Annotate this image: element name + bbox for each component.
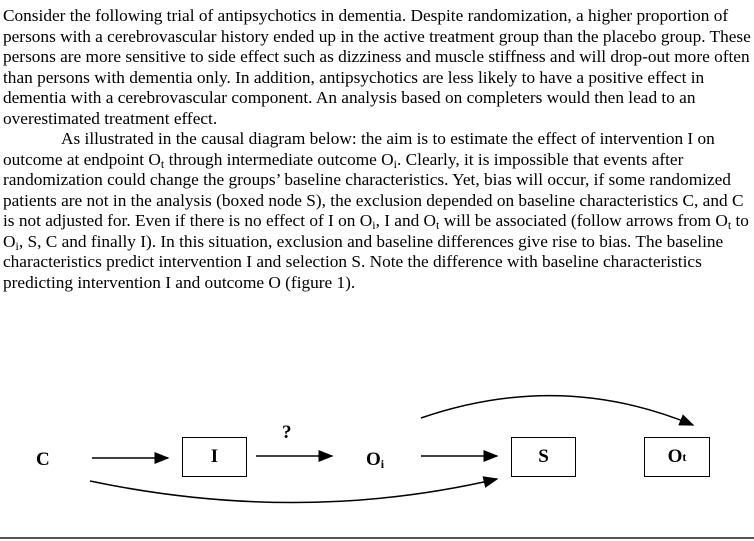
- node-ot-box: O t: [644, 437, 710, 477]
- bottom-rule: [0, 537, 754, 539]
- paragraph-2: As illustrated in the causal diagram below: the aim is to estimate the effect of intervention I on outcome at endpoint $O_t$ through intermediate outcome $O_i$. Clearly, it is impossible that events after randomization could change the groups’ baseline characteristics. Yet, bias will occur, if some randomized patients are not in the analysis (boxed node S), the exclusion depended on baseline characteristics C, and C is not adjusted for. Even if there is no effect of I on $O_i$, I and $O_t$ will be associated (follow arrows from $O_t$ to $O_i$, S, C and finally I). In this situation, exclusion and baseline differences give rise to bias. The baseline characteristics predict intervention I and selection S. Note the difference with baseline characteristics predicting intervention I and outcome O (figure 1).: [3, 129, 749, 292]
- paragraph-1: Consider the following trial of antipsychotics in dementia. Despite randomization, a higher proportion of persons with a cerebrovascular history ended up in the active treatment group than the placebo group. These persons are more sensitive to side effect such as dizziness and muscle stiffness and will drop-out more often than persons with dementia only. In addition, antipsychotics are less likely to have a positive effect in dementia with a cerebrovascular component. An analysis based on completers would then lead to an overestimated treatment effect.: [3, 6, 751, 128]
- node-c: C: [36, 449, 50, 470]
- node-s-box: S: [511, 437, 576, 477]
- node-i-box: I: [182, 437, 247, 477]
- causal-diagram: [0, 390, 754, 520]
- node-oi: $O_i$: [366, 449, 385, 471]
- arrow-oi-to-ot: [421, 396, 693, 425]
- arrow-c-to-s: [90, 479, 497, 503]
- question-mark: ?: [282, 422, 292, 443]
- body-text: [3, 6, 753, 293]
